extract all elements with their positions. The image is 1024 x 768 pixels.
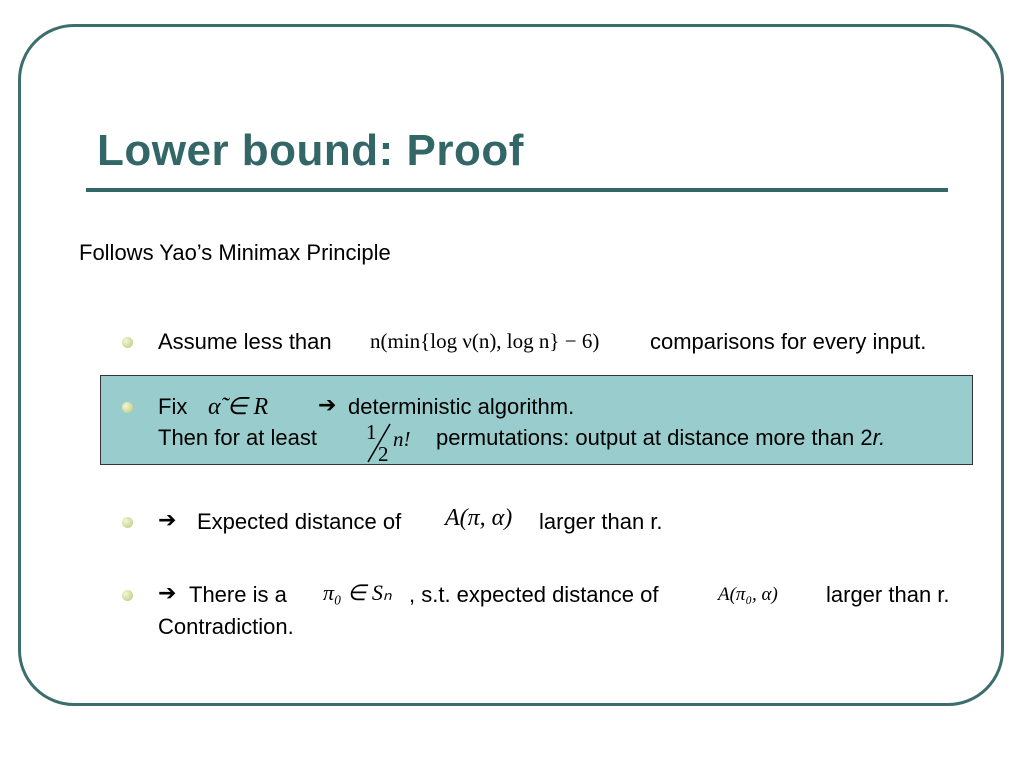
bullet-3-pre: Expected distance of — [197, 509, 402, 534]
arrow-icon: ➔ — [158, 508, 177, 533]
bullet-dot — [122, 590, 133, 601]
fraction-tail: n! — [393, 427, 411, 451]
bullet-4-pre: There is a — [189, 582, 287, 607]
fraction-denominator: 2 — [378, 442, 389, 466]
bullet-4-formula2: A(π₀, α) — [718, 584, 778, 605]
bullet-4-line2: Contradiction. — [158, 614, 294, 639]
bullet-3-post: larger than r. — [539, 509, 663, 534]
bullet-4-post: larger than r. — [826, 582, 950, 607]
arrow-icon: ➔ — [318, 393, 337, 418]
bullet-1-pre: Assume less than — [158, 329, 332, 354]
bullet-2-pre: Fix — [158, 394, 188, 419]
bullet-4-mid: , s.t. expected distance of — [409, 582, 659, 607]
bullet-4-formula: π₀ ∈ Sₙ — [323, 580, 392, 605]
title-underline — [86, 188, 948, 192]
bullet-dot — [122, 402, 133, 413]
fraction-numerator: 1 — [366, 420, 377, 444]
bullet-1-post: comparisons for every input. — [650, 329, 927, 354]
slide-subtitle: Follows Yao’s Minimax Principle — [79, 240, 391, 265]
bullet-2-line2-post: permutations: output at distance more than 2r. — [436, 425, 886, 450]
bullet-2-line2-pre: Then for at least — [158, 425, 317, 450]
bullet-2-formula: α̃ ∈ R — [208, 394, 269, 420]
bullet-dot — [122, 337, 133, 348]
bullet-2-post: deterministic algorithm. — [348, 394, 575, 419]
bullet-3-formula: A(π, α) — [445, 505, 513, 531]
slide-title: Lower bound: Proof — [97, 126, 524, 175]
bullet-dot — [122, 517, 133, 528]
arrow-icon: ➔ — [158, 581, 177, 606]
bullet-1-formula: n(min{log ν(n), log n} − 6) — [370, 329, 600, 353]
